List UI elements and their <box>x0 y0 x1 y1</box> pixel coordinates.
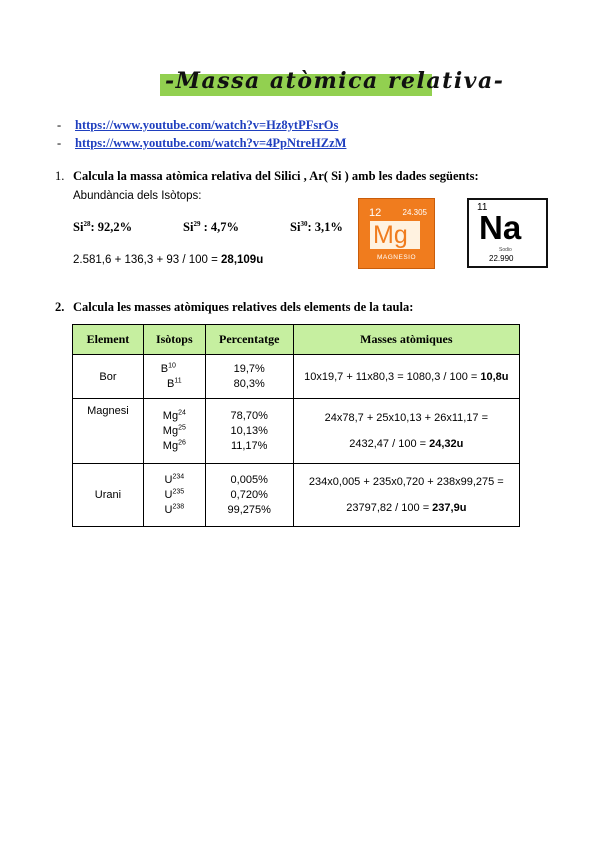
percentage-value: 0,720% <box>230 488 268 501</box>
isotope-symbol: Si <box>183 220 194 234</box>
isotopes-cell <box>143 355 205 399</box>
element-symbol: Mg <box>373 221 408 249</box>
element-cell: Bor <box>73 355 144 399</box>
isotope-symbol: U <box>164 488 173 501</box>
element-symbol-box <box>370 221 420 249</box>
mass-calculation: 234x0,005 + 235x0,720 + 238x99,275 = <box>308 476 504 488</box>
youtube-link-1[interactable]: https://www.youtube.com/watch?v=Hz8ytPFsrOs <box>75 118 339 132</box>
silicon-calculation <box>73 254 263 266</box>
question-1-text: Calcula la massa atòmica relativa del Silici , Ar( Si ) amb les dades següents: <box>73 169 479 183</box>
isotope-entry <box>144 424 205 439</box>
isotope-symbol: U <box>164 473 173 486</box>
youtube-link-2[interactable]: https://www.youtube.com/watch?v=4PpNtreHZzM <box>75 136 347 150</box>
isotope-value: : 3,1% <box>307 220 343 234</box>
mass-calculation-line <box>294 431 519 457</box>
table-row <box>73 355 520 399</box>
question-2-number: 2. <box>55 300 65 314</box>
isotope-mass: 25 <box>178 423 186 431</box>
isotope-mass: 30 <box>300 219 308 228</box>
percentage-value: 19,7% <box>233 362 265 375</box>
isotope-entry <box>144 473 205 488</box>
calculation-expression: 2.581,6 + 136,3 + 93 / 100 = <box>73 254 222 266</box>
percentage-value: 80,3% <box>233 377 265 390</box>
isotope-mass: 26 <box>178 438 186 446</box>
isotope-entry <box>144 409 205 424</box>
question-2-text: Calcula les masses atòmiques relatives dels elements de la taula: <box>73 300 414 314</box>
percentage-cell <box>205 464 293 527</box>
table-row <box>73 464 520 527</box>
mass-result: 24,32u <box>429 438 464 450</box>
atomic-mass-cell <box>293 399 519 464</box>
isotope-symbol: Mg <box>162 439 179 452</box>
isotopes-cell <box>143 464 205 527</box>
isotope-abundance-label: Abundància dels Isòtops: <box>73 190 202 202</box>
isotope-si30 <box>290 220 343 235</box>
isotope-symbol: B <box>167 377 175 390</box>
isotope-mass: 10 <box>168 361 176 369</box>
isotope-mass: 29 <box>193 219 201 228</box>
isotope-symbol: Mg <box>162 409 179 422</box>
header-isotopes: Isòtops <box>143 325 205 355</box>
element-symbol: Na <box>479 209 522 246</box>
percentage-cell <box>205 355 293 399</box>
percentage-value: 0,005% <box>230 473 268 486</box>
isotope-si28 <box>73 220 132 235</box>
link-bullet: - <box>57 136 62 150</box>
isotope-mass: 11 <box>174 376 182 384</box>
isotope-symbol: Si <box>73 220 84 234</box>
header-atomic-masses: Masses atòmiques <box>293 325 519 355</box>
mass-result: 10,8u <box>480 370 509 383</box>
element-name: Sodio <box>499 247 512 253</box>
header-percentage: Percentatge <box>205 325 293 355</box>
isotope-symbol: Si <box>290 220 301 234</box>
isotope-entry <box>144 362 193 377</box>
atomic-mass-table <box>72 324 520 527</box>
link-bullet: - <box>57 118 62 132</box>
isotope-mass: 28 <box>83 219 91 228</box>
element-cell: Magnesi <box>73 399 144 464</box>
element-name: MAGNESIO <box>377 254 417 261</box>
atomic-mass-cell <box>293 464 519 527</box>
percentage-value: 99,275% <box>227 503 271 516</box>
table-row <box>73 399 520 464</box>
table-header-row <box>73 325 520 355</box>
sodium-element-tile <box>467 198 548 268</box>
isotope-mass: 235 <box>172 487 185 495</box>
calculation-result: 28,109u <box>221 254 264 266</box>
mass-result: 237,9u <box>432 502 467 514</box>
percentage-value: 78,70% <box>230 409 268 422</box>
isotopes-cell <box>143 399 205 464</box>
question-1-number: 1. <box>55 169 65 183</box>
isotope-si29 <box>183 220 239 235</box>
percentage-value: 10,13% <box>230 424 268 437</box>
atomic-number: 11 <box>477 202 488 213</box>
isotope-entry <box>144 488 205 503</box>
isotope-entry <box>144 503 205 518</box>
isotope-entry <box>144 377 205 392</box>
atomic-mass-cell <box>293 355 519 399</box>
percentage-cell <box>205 399 293 464</box>
mass-calculation: 24x78,7 + 25x10,13 + 26x11,17 = <box>324 412 489 424</box>
isotope-value: : 4,7% <box>200 220 239 234</box>
percentage-value: 11,17% <box>230 439 268 452</box>
isotope-value: : 92,2% <box>90 220 133 234</box>
isotope-symbol: U <box>164 503 173 516</box>
element-cell: Urani <box>73 464 144 527</box>
isotope-entry <box>144 439 205 454</box>
page-title: -Massa atòmica relativa- <box>165 68 505 94</box>
atomic-number: 12 <box>369 207 382 219</box>
atomic-mass: 22.990 <box>489 254 514 263</box>
isotope-mass: 24 <box>178 408 186 416</box>
isotope-symbol: Mg <box>162 424 179 437</box>
mass-calculation-line <box>294 495 519 521</box>
mass-calculation: 23797,82 / 100 = <box>346 502 433 514</box>
mass-calculation: 10x19,7 + 11x80,3 = 1080,3 / 100 = <box>304 370 481 383</box>
mass-calculation: 2432,47 / 100 = <box>349 438 430 450</box>
header-element: Element <box>73 325 144 355</box>
atomic-mass: 24.305 <box>402 208 427 217</box>
magnesium-element-tile <box>358 198 435 269</box>
isotope-mass: 234 <box>172 472 185 480</box>
isotope-symbol: B <box>160 362 169 375</box>
isotope-mass: 238 <box>172 502 185 510</box>
